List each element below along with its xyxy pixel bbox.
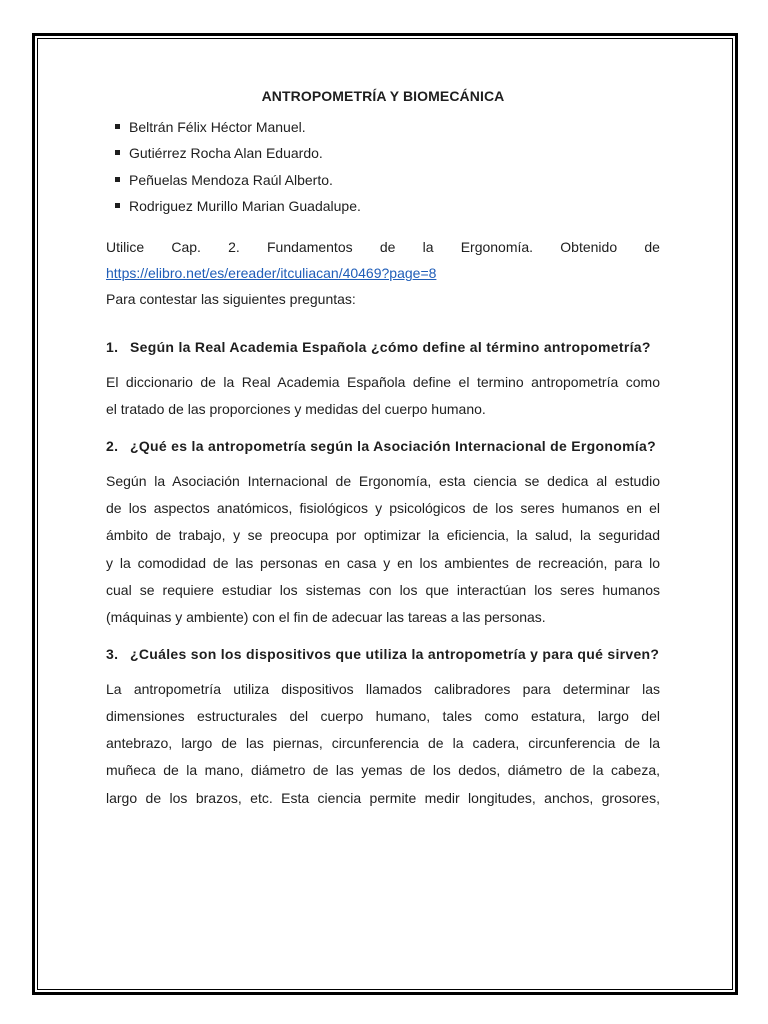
- answer-1: [106, 369, 660, 424]
- answer-3: [106, 676, 660, 812]
- intro-line-3: Para contestar las siguientes preguntas:: [106, 291, 356, 308]
- author-item: [106, 167, 660, 193]
- intro-word: Cap.: [171, 239, 201, 256]
- author-name: Gutiérrez Rocha Alan Eduardo.: [129, 145, 323, 162]
- intro-word: la: [422, 239, 434, 256]
- intro-word: de: [379, 239, 396, 256]
- answer-line: El diccionario de la Real Academia Española define el termino antropometría como: [106, 374, 660, 391]
- question-2: [106, 433, 660, 459]
- author-name: Beltrán Félix Héctor Manuel.: [129, 119, 306, 135]
- intro-word: Fundamentos: [267, 239, 353, 256]
- answer-line: de los aspectos anatómicos, fisiológicos y psicológicos de los seres humanos en el: [106, 500, 660, 517]
- answer-line: La antropometría utiliza dispositivos llamados calibradores para determinar las: [106, 680, 660, 697]
- answer-line: muñeca de la mano, diámetro de las yemas de los dedos, diámetro de la cabeza,: [106, 762, 660, 779]
- intro-word: Obtenido: [560, 239, 618, 256]
- answer-line: cual se requiere estudiar los sistemas con los que interactúan los seres humanos: [106, 581, 660, 598]
- author-name: Peñuelas Mendoza Raúl Alberto.: [129, 171, 333, 188]
- answer-line: dimensiones estructurales del cuerpo humano, tales como estatura, largo del: [106, 707, 660, 724]
- intro-word: Ergonomía.: [460, 239, 534, 256]
- answer-line: antebrazo, largo de las piernas, circunferencia de la cadera, circunferencia de la: [106, 735, 660, 752]
- question-number: 2.: [106, 437, 119, 454]
- answer-line: largo de los brazos, etc. Esta ciencia permite medir longitudes, anchos, grosores,: [106, 789, 660, 806]
- answer-line: y la comodidad de las personas en casa y en los ambientes de recreación, para lo: [106, 554, 660, 571]
- answer-line: Según la Asociación Internacional de Ergonomía, esta ciencia se dedica al estudio: [106, 472, 660, 489]
- author-item: [106, 140, 660, 166]
- intro-paragraph: [106, 234, 660, 312]
- author-item: [106, 193, 660, 219]
- question-3: [106, 641, 660, 667]
- question-text: ¿Cuáles son los dispositivos que utiliza la antropometría y para qué sirven?: [130, 645, 660, 662]
- bullet-icon: [115, 203, 120, 208]
- answer-line: ámbito de trabajo, y se preocupa por optimizar la eficiencia, la salud, la seguridad: [106, 527, 660, 544]
- intro-line-2: [106, 260, 660, 286]
- intro-word: Utilice: [106, 239, 145, 256]
- document-title: ANTROPOMETRÍA Y BIOMECÁNICA: [261, 88, 505, 104]
- question-number: 1.: [106, 339, 119, 356]
- answer-line: el tratado de las proporciones y medidas del cuerpo humano.: [106, 401, 486, 418]
- question-number: 3.: [106, 645, 119, 662]
- bullet-icon: [115, 177, 120, 182]
- intro-word: de: [644, 239, 660, 256]
- author-name: Rodriguez Murillo Marian Guadalupe.: [129, 197, 361, 214]
- question-1: [106, 334, 660, 360]
- intro-word: 2.: [228, 239, 240, 256]
- question-text: Según la Real Academia Española ¿cómo define al término antropometría?: [130, 339, 651, 356]
- author-item: [106, 114, 660, 140]
- document-body: [106, 88, 660, 812]
- intro-line-1: [106, 234, 660, 260]
- bullet-icon: [115, 150, 120, 155]
- question-text: ¿Qué es la antropometría según la Asociación Internacional de Ergonomía?: [130, 437, 656, 454]
- answer-2: [106, 468, 660, 632]
- answer-line: (máquinas y ambiente) con el fin de adecuar las tareas a las personas.: [106, 609, 546, 626]
- author-list: [106, 114, 660, 219]
- bullet-icon: [115, 124, 120, 129]
- source-link[interactable]: https://elibro.net/es/ereader/itculiacan/40469?page=8: [106, 265, 437, 282]
